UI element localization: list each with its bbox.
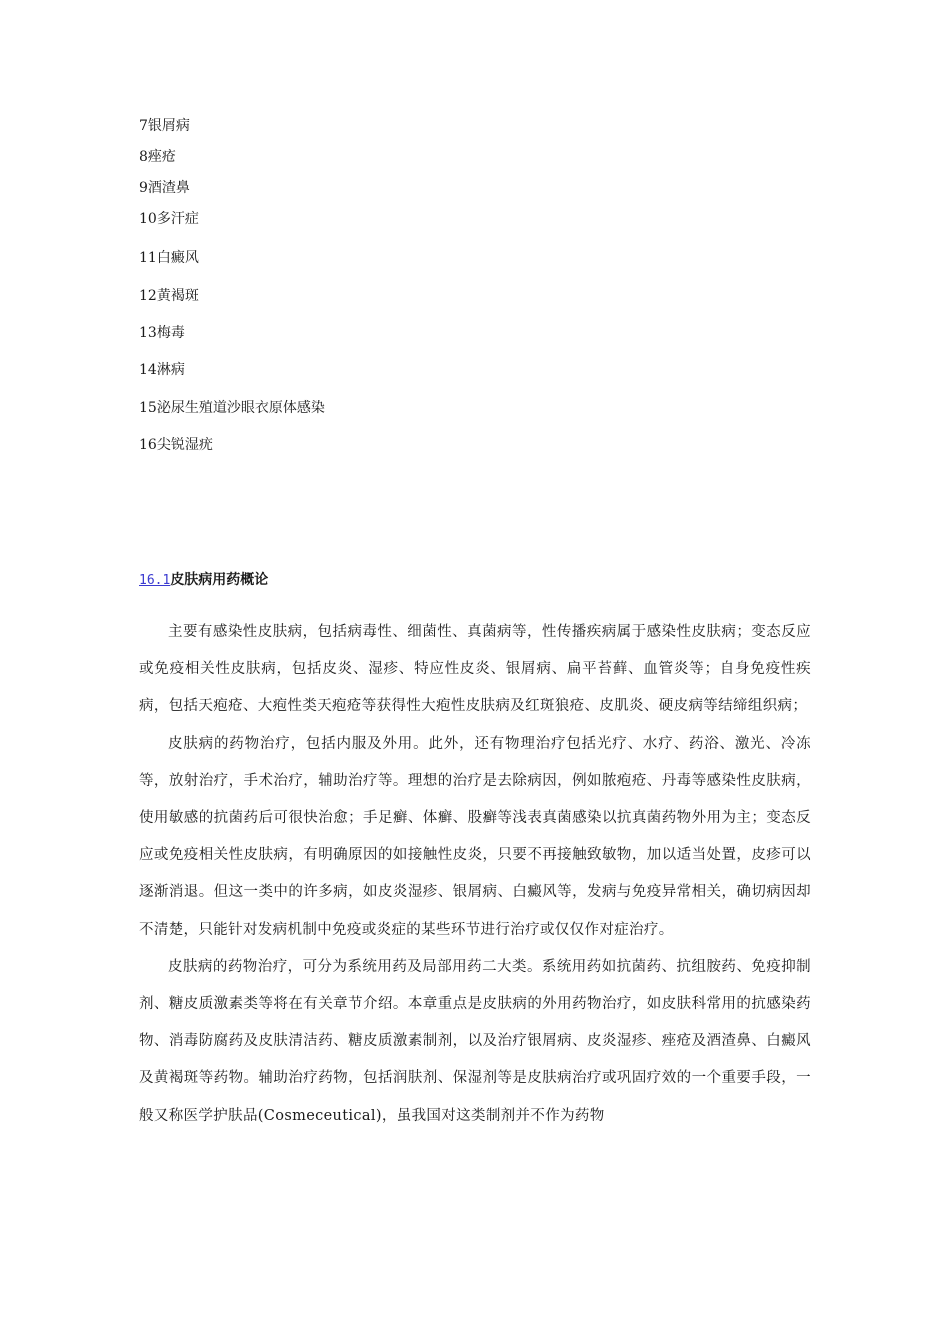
list-item: 10多汗症 xyxy=(139,211,199,227)
list-item: 13梅毒 xyxy=(139,325,185,341)
list-item: 9酒渣鼻 xyxy=(139,180,190,196)
list-item: 12黄褐斑 xyxy=(139,288,199,304)
section-number-link[interactable]: 16.1 xyxy=(139,573,171,588)
list-item: 8痤疮 xyxy=(139,149,176,165)
section-heading xyxy=(139,571,268,590)
list-item: 15泌尿生殖道沙眼衣原体感染 xyxy=(139,400,325,416)
section-title: 皮肤病用药概论 xyxy=(170,572,269,588)
paragraph: 皮肤病的药物治疗，包括内服及外用。此外，还有物理治疗包括光疗、水疗、药浴、激光、冷冻等，放射治疗，手术治疗，辅助治疗等。理想的治疗是去除病因，例如脓疱疮、丹毒等感染性皮肤病，使用敏感的抗菌药后可很快治愈；手足癣、体癣、股癣等浅表真菌感染以抗真菌药物外用为主；变态反应或免疫相关性皮肤病，有明确原因的如接触性皮炎，只要不再接触致敏物，加以适当处置，皮疹可以逐渐消退。但这一类中的许多病，如皮炎湿疹、银屑病、白癜风等，发病与免疫异常相关，确切病因却不清楚，只能针对发病机制中免疫或炎症的某些环节进行治疗或仅仅作对症治疗。 xyxy=(139,735,811,938)
paragraph: 皮肤病的药物治疗，可分为系统用药及局部用药二大类。系统用药如抗菌药、抗组胺药、免疫抑制剂、糖皮质激素类等将在有关章节介绍。本章重点是皮肤病的外用药物治疗，如皮肤科常用的抗感染药物、消毒防腐药及皮肤清洁药、糖皮质激素制剂，以及治疗银屑病、皮炎湿疹、痤疮及酒渣鼻、白癜风及黄褐斑等药物。辅助治疗药物，包括润肤剂、保湿剂等是皮肤病治疗或巩固疗效的一个重要手段，一般又称医学护肤品(Cosmeceutical)，虽我国对这类制剂并不作为药物 xyxy=(139,958,811,1124)
list-item: 11白癜风 xyxy=(139,250,199,266)
list-item: 14淋病 xyxy=(139,362,185,378)
paragraph: 主要有感染性皮肤病，包括病毒性、细菌性、真菌病等，性传播疾病属于感染性皮肤病；变态反应或免疫相关性皮肤病，包括皮炎、湿疹、特应性皮炎、银屑病、扁平苔藓、血管炎等；自身免疫性疾病，包括天疱疮、大疱性类天疱疮等获得性大疱性皮肤病及红斑狼疮、皮肌炎、硬皮病等结缔组织病； xyxy=(139,624,811,715)
body-text xyxy=(139,614,811,1135)
list-item: 7银屑病 xyxy=(139,118,190,134)
list-item: 16尖锐湿疣 xyxy=(139,437,213,453)
